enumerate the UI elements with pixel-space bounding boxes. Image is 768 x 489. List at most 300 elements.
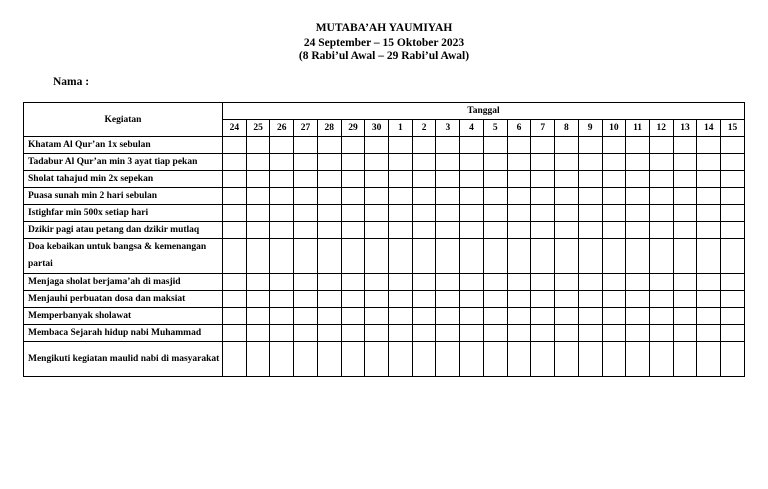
checkbox-cell[interactable] xyxy=(697,274,721,291)
checkbox-cell[interactable] xyxy=(246,222,270,239)
checkbox-cell[interactable] xyxy=(270,154,294,171)
checkbox-cell[interactable] xyxy=(507,274,531,291)
checkbox-cell[interactable] xyxy=(246,171,270,188)
checkbox-cell[interactable] xyxy=(341,308,365,325)
checkbox-cell[interactable] xyxy=(223,222,247,239)
checkbox-cell[interactable] xyxy=(721,239,745,274)
checkbox-cell[interactable] xyxy=(270,274,294,291)
checkbox-cell[interactable] xyxy=(223,239,247,274)
checkbox-cell[interactable] xyxy=(389,239,413,274)
checkbox-cell[interactable] xyxy=(412,222,436,239)
checkbox-cell[interactable] xyxy=(294,188,318,205)
checkbox-cell[interactable] xyxy=(460,342,484,377)
checkbox-cell[interactable] xyxy=(626,291,650,308)
checkbox-cell[interactable] xyxy=(365,342,389,377)
checkbox-cell[interactable] xyxy=(673,325,697,342)
checkbox-cell[interactable] xyxy=(697,137,721,154)
checkbox-cell[interactable] xyxy=(721,291,745,308)
activity-label: Puasa sunah min 2 hari sebulan xyxy=(24,188,223,205)
column-header-tanggal: Tanggal xyxy=(223,103,745,120)
checkbox-cell[interactable] xyxy=(531,325,555,342)
checkbox-cell[interactable] xyxy=(531,239,555,274)
checkbox-cell[interactable] xyxy=(578,342,602,377)
checkbox-cell[interactable] xyxy=(483,291,507,308)
checkbox-cell[interactable] xyxy=(412,239,436,274)
date-range-gregorian: 24 September – 15 Oktober 2023 xyxy=(303,37,465,49)
day-header: 15 xyxy=(721,120,745,137)
checkbox-cell[interactable] xyxy=(341,239,365,274)
checkbox-cell[interactable] xyxy=(602,188,626,205)
checkbox-cell[interactable] xyxy=(317,274,341,291)
checkbox-cell[interactable] xyxy=(460,308,484,325)
table-row xyxy=(24,239,745,274)
checkbox-cell[interactable] xyxy=(555,342,579,377)
checkbox-cell[interactable] xyxy=(317,291,341,308)
checkbox-cell[interactable] xyxy=(721,325,745,342)
checkbox-cell[interactable] xyxy=(626,137,650,154)
checkbox-cell[interactable] xyxy=(412,308,436,325)
checkbox-cell[interactable] xyxy=(246,274,270,291)
checkbox-cell[interactable] xyxy=(555,291,579,308)
checkbox-cell[interactable] xyxy=(436,239,460,274)
table-row xyxy=(24,171,745,188)
checkbox-cell[interactable] xyxy=(697,342,721,377)
checkbox-cell[interactable] xyxy=(412,291,436,308)
checkbox-cell[interactable] xyxy=(531,205,555,222)
checkbox-cell[interactable] xyxy=(317,325,341,342)
checkbox-cell[interactable] xyxy=(270,239,294,274)
checkbox-cell[interactable] xyxy=(365,171,389,188)
checkbox-cell[interactable] xyxy=(412,274,436,291)
checkbox-cell[interactable] xyxy=(531,154,555,171)
checkbox-cell[interactable] xyxy=(578,308,602,325)
checkbox-cell[interactable] xyxy=(602,154,626,171)
checkbox-cell[interactable] xyxy=(721,342,745,377)
checkbox-cell[interactable] xyxy=(697,308,721,325)
checkbox-cell[interactable] xyxy=(649,274,673,291)
checkbox-cell[interactable] xyxy=(649,222,673,239)
day-header: 9 xyxy=(578,120,602,137)
checkbox-cell[interactable] xyxy=(436,154,460,171)
checkbox-cell[interactable] xyxy=(602,239,626,274)
checkbox-cell[interactable] xyxy=(531,308,555,325)
checkbox-cell[interactable] xyxy=(626,222,650,239)
checkbox-cell[interactable] xyxy=(697,205,721,222)
checkbox-cell[interactable] xyxy=(341,342,365,377)
checkbox-cell[interactable] xyxy=(460,171,484,188)
checkbox-cell[interactable] xyxy=(412,188,436,205)
day-header: 3 xyxy=(436,120,460,137)
checkbox-cell[interactable] xyxy=(555,205,579,222)
checkbox-cell[interactable] xyxy=(649,342,673,377)
checkbox-cell[interactable] xyxy=(365,222,389,239)
checkbox-cell[interactable] xyxy=(365,188,389,205)
checkbox-cell[interactable] xyxy=(341,188,365,205)
checkbox-cell[interactable] xyxy=(626,154,650,171)
day-header: 10 xyxy=(602,120,626,137)
checkbox-cell[interactable] xyxy=(246,154,270,171)
checkbox-cell[interactable] xyxy=(412,154,436,171)
checkbox-cell[interactable] xyxy=(389,308,413,325)
checkbox-cell[interactable] xyxy=(294,154,318,171)
checkbox-cell[interactable] xyxy=(460,274,484,291)
checkbox-cell[interactable] xyxy=(507,308,531,325)
checkbox-cell[interactable] xyxy=(649,205,673,222)
day-header: 8 xyxy=(555,120,579,137)
checkbox-cell[interactable] xyxy=(436,325,460,342)
checkbox-cell[interactable] xyxy=(673,137,697,154)
checkbox-cell[interactable] xyxy=(483,171,507,188)
checkbox-cell[interactable] xyxy=(246,342,270,377)
checkbox-cell[interactable] xyxy=(270,291,294,308)
checkbox-cell[interactable] xyxy=(483,188,507,205)
checkbox-cell[interactable] xyxy=(460,154,484,171)
checkbox-cell[interactable] xyxy=(507,154,531,171)
checkbox-cell[interactable] xyxy=(578,239,602,274)
checkbox-cell[interactable] xyxy=(555,308,579,325)
table-row xyxy=(24,325,745,342)
checkbox-cell[interactable] xyxy=(294,342,318,377)
checkbox-cell[interactable] xyxy=(246,188,270,205)
activity-body xyxy=(24,137,745,377)
checkbox-cell[interactable] xyxy=(483,137,507,154)
checkbox-cell[interactable] xyxy=(246,205,270,222)
checkbox-cell[interactable] xyxy=(721,188,745,205)
checkbox-cell[interactable] xyxy=(294,291,318,308)
checkbox-cell[interactable] xyxy=(649,325,673,342)
checkbox-cell[interactable] xyxy=(460,205,484,222)
checkbox-cell[interactable] xyxy=(317,342,341,377)
checkbox-cell[interactable] xyxy=(365,308,389,325)
checkbox-cell[interactable] xyxy=(602,171,626,188)
checkbox-cell[interactable] xyxy=(531,137,555,154)
day-header: 1 xyxy=(389,120,413,137)
checkbox-cell[interactable] xyxy=(483,222,507,239)
checkbox-cell[interactable] xyxy=(673,222,697,239)
checkbox-cell[interactable] xyxy=(649,308,673,325)
checkbox-cell[interactable] xyxy=(626,188,650,205)
checkbox-cell[interactable] xyxy=(294,239,318,274)
activity-label: Memperbanyak sholawat xyxy=(24,308,223,325)
checkbox-cell[interactable] xyxy=(555,137,579,154)
checkbox-cell[interactable] xyxy=(673,239,697,274)
checkbox-cell[interactable] xyxy=(555,154,579,171)
checkbox-cell[interactable] xyxy=(555,222,579,239)
checkbox-cell[interactable] xyxy=(602,342,626,377)
checkbox-cell[interactable] xyxy=(436,222,460,239)
checkbox-cell[interactable] xyxy=(460,137,484,154)
checkbox-cell[interactable] xyxy=(697,325,721,342)
checkbox-cell[interactable] xyxy=(317,222,341,239)
activity-label: Tadabur Al Qur’an min 3 ayat tiap pekan xyxy=(24,154,223,171)
checkbox-cell[interactable] xyxy=(697,291,721,308)
checkbox-cell[interactable] xyxy=(483,325,507,342)
checkbox-cell[interactable] xyxy=(578,325,602,342)
checkbox-cell[interactable] xyxy=(389,222,413,239)
checkbox-cell[interactable] xyxy=(294,325,318,342)
column-header-kegiatan: Kegiatan xyxy=(24,103,223,137)
checkbox-cell[interactable] xyxy=(507,188,531,205)
checkbox-cell[interactable] xyxy=(602,222,626,239)
checkbox-cell[interactable] xyxy=(412,137,436,154)
checkbox-cell[interactable] xyxy=(365,325,389,342)
checkbox-cell[interactable] xyxy=(223,171,247,188)
checkbox-cell[interactable] xyxy=(341,205,365,222)
checkbox-cell[interactable] xyxy=(578,291,602,308)
checkbox-cell[interactable] xyxy=(697,188,721,205)
checkbox-cell[interactable] xyxy=(460,291,484,308)
checkbox-cell[interactable] xyxy=(578,188,602,205)
checkbox-cell[interactable] xyxy=(555,171,579,188)
activity-label: Sholat tahajud min 2x sepekan xyxy=(24,171,223,188)
checkbox-cell[interactable] xyxy=(578,205,602,222)
checkbox-cell[interactable] xyxy=(578,274,602,291)
checkbox-cell[interactable] xyxy=(460,188,484,205)
checkbox-cell[interactable] xyxy=(436,291,460,308)
checkbox-cell[interactable] xyxy=(507,137,531,154)
checkbox-cell[interactable] xyxy=(460,325,484,342)
checkbox-cell[interactable] xyxy=(246,239,270,274)
checkbox-cell[interactable] xyxy=(507,325,531,342)
checkbox-cell[interactable] xyxy=(389,137,413,154)
checkbox-cell[interactable] xyxy=(649,188,673,205)
checkbox-cell[interactable] xyxy=(365,205,389,222)
checkbox-cell[interactable] xyxy=(602,137,626,154)
day-header: 7 xyxy=(531,120,555,137)
checkbox-cell[interactable] xyxy=(697,171,721,188)
checkbox-cell[interactable] xyxy=(531,274,555,291)
checkbox-cell[interactable] xyxy=(578,222,602,239)
checkbox-cell[interactable] xyxy=(673,188,697,205)
activity-label: Istighfar min 500x setiap hari xyxy=(24,205,223,222)
checkbox-cell[interactable] xyxy=(389,171,413,188)
checkbox-cell[interactable] xyxy=(626,308,650,325)
checkbox-cell[interactable] xyxy=(341,137,365,154)
checkbox-cell[interactable] xyxy=(365,137,389,154)
checkbox-cell[interactable] xyxy=(270,222,294,239)
table-row xyxy=(24,274,745,291)
checkbox-cell[interactable] xyxy=(507,222,531,239)
checkbox-cell[interactable] xyxy=(317,188,341,205)
checkbox-cell[interactable] xyxy=(483,308,507,325)
checkbox-cell[interactable] xyxy=(341,291,365,308)
checkbox-cell[interactable] xyxy=(365,274,389,291)
checkbox-cell[interactable] xyxy=(223,291,247,308)
checkbox-cell[interactable] xyxy=(649,291,673,308)
checkbox-cell[interactable] xyxy=(223,137,247,154)
checkbox-cell[interactable] xyxy=(460,239,484,274)
day-header: 26 xyxy=(270,120,294,137)
checkbox-cell[interactable] xyxy=(626,171,650,188)
checkbox-cell[interactable] xyxy=(412,342,436,377)
checkbox-cell[interactable] xyxy=(721,308,745,325)
checkbox-cell[interactable] xyxy=(412,325,436,342)
checkbox-cell[interactable] xyxy=(270,325,294,342)
checkbox-cell[interactable] xyxy=(555,274,579,291)
checkbox-cell[interactable] xyxy=(436,342,460,377)
checkbox-cell[interactable] xyxy=(317,137,341,154)
checkbox-cell[interactable] xyxy=(412,171,436,188)
checkbox-cell[interactable] xyxy=(294,137,318,154)
checkbox-cell[interactable] xyxy=(673,171,697,188)
day-header: 30 xyxy=(365,120,389,137)
checkbox-cell[interactable] xyxy=(721,222,745,239)
checkbox-cell[interactable] xyxy=(483,274,507,291)
checkbox-cell[interactable] xyxy=(507,342,531,377)
checkbox-cell[interactable] xyxy=(317,239,341,274)
checkbox-cell[interactable] xyxy=(507,205,531,222)
checkbox-cell[interactable] xyxy=(341,154,365,171)
checkbox-cell[interactable] xyxy=(341,325,365,342)
checkbox-cell[interactable] xyxy=(270,308,294,325)
checkbox-cell[interactable] xyxy=(223,274,247,291)
checkbox-cell[interactable] xyxy=(246,291,270,308)
checkbox-cell[interactable] xyxy=(223,325,247,342)
checkbox-cell[interactable] xyxy=(721,205,745,222)
checkbox-cell[interactable] xyxy=(294,205,318,222)
checkbox-cell[interactable] xyxy=(223,205,247,222)
table-row xyxy=(24,308,745,325)
checkbox-cell[interactable] xyxy=(270,171,294,188)
checkbox-cell[interactable] xyxy=(341,274,365,291)
checkbox-cell[interactable] xyxy=(626,205,650,222)
day-header: 12 xyxy=(649,120,673,137)
checkbox-cell[interactable] xyxy=(223,188,247,205)
checkbox-cell[interactable] xyxy=(649,171,673,188)
checkbox-cell[interactable] xyxy=(697,222,721,239)
checkbox-cell[interactable] xyxy=(555,239,579,274)
checkbox-cell[interactable] xyxy=(578,171,602,188)
checkbox-cell[interactable] xyxy=(673,308,697,325)
checkbox-cell[interactable] xyxy=(436,188,460,205)
checkbox-cell[interactable] xyxy=(578,154,602,171)
checkbox-cell[interactable] xyxy=(555,188,579,205)
checkbox-cell[interactable] xyxy=(673,342,697,377)
checkbox-cell[interactable] xyxy=(507,239,531,274)
checkbox-cell[interactable] xyxy=(649,239,673,274)
checkbox-cell[interactable] xyxy=(270,205,294,222)
checkbox-cell[interactable] xyxy=(483,205,507,222)
checkbox-cell[interactable] xyxy=(246,308,270,325)
checkbox-cell[interactable] xyxy=(531,222,555,239)
checkbox-cell[interactable] xyxy=(389,205,413,222)
checkbox-cell[interactable] xyxy=(341,171,365,188)
activity-label: Membaca Sejarah hidup nabi Muhammad xyxy=(24,325,223,342)
checkbox-cell[interactable] xyxy=(412,205,436,222)
checkbox-cell[interactable] xyxy=(317,308,341,325)
activity-label: Doa kebaikan untuk bangsa & kemenangan partai xyxy=(24,239,223,274)
table-row xyxy=(24,154,745,171)
checkbox-cell[interactable] xyxy=(626,274,650,291)
checkbox-cell[interactable] xyxy=(483,239,507,274)
checkbox-cell[interactable] xyxy=(626,325,650,342)
checkbox-cell[interactable] xyxy=(531,342,555,377)
checkbox-cell[interactable] xyxy=(436,308,460,325)
checkbox-cell[interactable] xyxy=(531,188,555,205)
checkbox-cell[interactable] xyxy=(507,291,531,308)
checkbox-cell[interactable] xyxy=(246,137,270,154)
checkbox-cell[interactable] xyxy=(317,154,341,171)
checkbox-cell[interactable] xyxy=(626,239,650,274)
checkbox-cell[interactable] xyxy=(223,154,247,171)
checkbox-cell[interactable] xyxy=(341,222,365,239)
checkbox-cell[interactable] xyxy=(436,205,460,222)
checkbox-cell[interactable] xyxy=(365,291,389,308)
checkbox-cell[interactable] xyxy=(578,137,602,154)
checkbox-cell[interactable] xyxy=(602,291,626,308)
checkbox-cell[interactable] xyxy=(223,342,247,377)
checkbox-cell[interactable] xyxy=(673,154,697,171)
checkbox-cell[interactable] xyxy=(389,342,413,377)
checkbox-cell[interactable] xyxy=(436,137,460,154)
checkbox-cell[interactable] xyxy=(389,274,413,291)
checkbox-cell[interactable] xyxy=(483,342,507,377)
checkbox-cell[interactable] xyxy=(389,154,413,171)
checkbox-cell[interactable] xyxy=(531,291,555,308)
checkbox-cell[interactable] xyxy=(649,137,673,154)
checkbox-cell[interactable] xyxy=(294,222,318,239)
checkbox-cell[interactable] xyxy=(436,171,460,188)
checkbox-cell[interactable] xyxy=(389,188,413,205)
checkbox-cell[interactable] xyxy=(246,325,270,342)
checkbox-cell[interactable] xyxy=(365,239,389,274)
checkbox-cell[interactable] xyxy=(697,239,721,274)
checkbox-cell[interactable] xyxy=(294,308,318,325)
day-header: 24 xyxy=(223,120,247,137)
checkbox-cell[interactable] xyxy=(673,274,697,291)
checkbox-cell[interactable] xyxy=(531,171,555,188)
checkbox-cell[interactable] xyxy=(365,154,389,171)
checkbox-cell[interactable] xyxy=(673,291,697,308)
checkbox-cell[interactable] xyxy=(721,137,745,154)
checkbox-cell[interactable] xyxy=(317,205,341,222)
checkbox-cell[interactable] xyxy=(507,171,531,188)
checkbox-cell[interactable] xyxy=(626,342,650,377)
checkbox-cell[interactable] xyxy=(673,205,697,222)
checkbox-cell[interactable] xyxy=(270,342,294,377)
checkbox-cell[interactable] xyxy=(389,325,413,342)
checkbox-cell[interactable] xyxy=(294,171,318,188)
checkbox-cell[interactable] xyxy=(602,274,626,291)
checkbox-cell[interactable] xyxy=(697,154,721,171)
checkbox-cell[interactable] xyxy=(223,308,247,325)
checkbox-cell[interactable] xyxy=(721,274,745,291)
day-header: 5 xyxy=(483,120,507,137)
activity-label: Mengikuti kegiatan maulid nabi di masyarakat xyxy=(24,342,223,377)
checkbox-cell[interactable] xyxy=(270,137,294,154)
activity-label: Menjauhi perbuatan dosa dan maksiat xyxy=(24,291,223,308)
checkbox-cell[interactable] xyxy=(602,325,626,342)
checkbox-cell[interactable] xyxy=(602,308,626,325)
checkbox-cell[interactable] xyxy=(649,154,673,171)
checkbox-cell[interactable] xyxy=(460,222,484,239)
activity-label: Menjaga sholat berjama’ah di masjid xyxy=(24,274,223,291)
activity-table xyxy=(23,102,745,377)
day-header: 11 xyxy=(626,120,650,137)
checkbox-cell[interactable] xyxy=(294,274,318,291)
checkbox-cell[interactable] xyxy=(436,274,460,291)
day-header: 2 xyxy=(412,120,436,137)
checkbox-cell[interactable] xyxy=(483,154,507,171)
checkbox-cell[interactable] xyxy=(602,205,626,222)
checkbox-cell[interactable] xyxy=(270,188,294,205)
checkbox-cell[interactable] xyxy=(555,325,579,342)
checkbox-cell[interactable] xyxy=(721,171,745,188)
checkbox-cell[interactable] xyxy=(317,171,341,188)
date-range-hijri: (8 Rabi’ul Awal – 29 Rabi’ul Awal) xyxy=(298,50,470,62)
checkbox-cell[interactable] xyxy=(721,154,745,171)
checkbox-cell[interactable] xyxy=(389,291,413,308)
